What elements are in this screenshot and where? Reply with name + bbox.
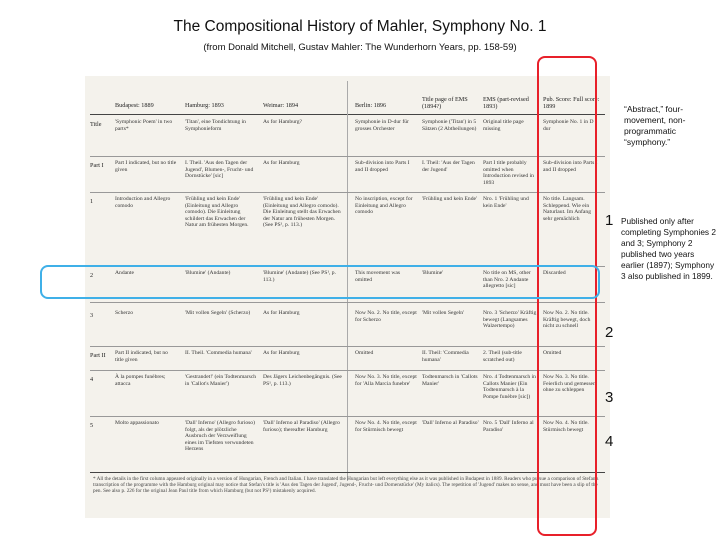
col-header-ems: EMS (part-revised 1893) — [483, 96, 529, 110]
table-cell: I. Theil. 'Aus den Tagen der Jugend', Blumen-, Frucht- und Dornstücke' [sic] — [185, 160, 254, 180]
movement-number-4: 4 — [605, 433, 614, 450]
table-cell: 'Blumine' — [422, 270, 444, 276]
page-subtitle: (from Donald Mitchell, Gustav Mahler: The Wunderhorn Years, pp. 158-59) — [203, 42, 517, 53]
col-header-berlin: Berlin: 1896 — [355, 102, 387, 109]
row-label-movement-4: 4 — [90, 376, 94, 383]
row-label-part-ii: Part II — [90, 352, 106, 359]
row-rule — [90, 302, 605, 303]
table-cell: Part I title probably omitted when Introduction revised in 1893 — [483, 160, 534, 186]
table-cell: Introduction and Allegro comodo — [115, 196, 171, 209]
movement-number-2: 2 — [605, 324, 614, 341]
col-header-pub-score: Pub. Score: Full score: 1899 — [543, 96, 600, 110]
table-cell: Des Jägers Leichenbegängnis. (See PS¹, p. 113.) — [263, 374, 342, 387]
table-cell: As for Hamburg — [263, 310, 300, 316]
table-cell: I. Theil: 'Aus der Tagen der Jugend' — [422, 160, 475, 173]
movement-number-1: 1 — [605, 212, 614, 229]
table-cell: As for Hamburg — [263, 350, 300, 356]
table-cell: 'Mit vollen Segeln' — [422, 310, 465, 316]
table-cell: This movement was omitted — [355, 270, 401, 283]
table-cell: Symphonie in D-dur für grosses Orchester — [355, 119, 409, 132]
table-cell: No title. Langsam. Schleppend. Wie ein Naturlaut. Im Anfang sehr gemächlich — [543, 196, 591, 222]
table-cell: Nro. 3 'Scherzo' Kräftig bewegt (Langsames Walzertempo) — [483, 310, 537, 330]
table-cell: Now No. 2. No title, except for Scherzo — [355, 310, 417, 323]
table-cell: 'Mit vollen Segeln' (Scherzo) — [185, 310, 251, 316]
row-rule — [90, 156, 605, 157]
table-cell: 'Blumine' (Andante) — [185, 270, 231, 276]
page-title: The Compositional History of Mahler, Symphony No. 1 — [173, 18, 547, 35]
table-cell: Nro. 4 Todtenmarsch in Callots Manier (Ein Todtenmarsch à la Pompe funèbre [sic]) — [483, 374, 536, 400]
table-cell: As for Hamburg? — [263, 119, 303, 125]
row-rule — [90, 416, 605, 417]
col-header-budapest: Budapest: 1889 — [115, 102, 154, 109]
movement-number-3: 3 — [605, 389, 614, 406]
row-rule — [90, 192, 605, 193]
table-cell: Todtenmarsch in 'Callots Manier' — [422, 374, 478, 387]
table-footnote: * All the details in the first column appeared originally in a version of Hungarian, French and Italian. I have translated the Hungarian but left everything else as it was published in Budapest in 1889. Readers who pursue a comparison of Stefan's transcription of the programme with the Hamburg original may notice that Stefan's title is 'Aus den Tagen der Jugend', Jugend-, Frucht- und Dornenstücke' (My italics). The repetition of 'Jugend' makes no sense, and must have been a slip of the pen. See also p. 226 for the original Jean Paul title from which Hamburg (but not PS¹) mistakenly acquired. — [93, 476, 599, 495]
table-cell: Discarded — [543, 270, 566, 276]
table-cell: Now No. 3. No title, except for 'Alla Marcia funebre' — [355, 374, 417, 387]
col-header-title-page: Title page of EMS (1894?) — [422, 96, 468, 110]
andante-row-highlight — [40, 265, 600, 299]
table-cell: Now No. 4. No title, except for Stürmisch bewegt — [355, 420, 417, 433]
row-rule — [90, 346, 605, 347]
table-cell: Sub-division into Parts I and II dropped — [543, 160, 598, 173]
table-cell: Nro. 1 'Frühling und kein Ende' — [483, 196, 529, 209]
col-header-hamburg: Hamburg: 1893 — [185, 102, 224, 109]
table-cell: Symphonie No. 1 in D dur — [543, 119, 594, 132]
row-label-movement-1: 1 — [90, 198, 94, 205]
table-cell: 'Frühling und kein Ende' (Einleitung und Allegro comodo). Die Einleitung schildert das Erwachen der Natur am frühesten Morgen. — [185, 196, 249, 229]
row-label-part-i: Part I — [90, 162, 104, 169]
table-cell: Omitted — [543, 350, 562, 356]
table-cell: Nro. 5 'Dall' Inferno al Paradiso' — [483, 420, 534, 433]
table-cell: Symphonie ('Titan') in 5 Sätzen (2 Abtheilungen) — [422, 119, 477, 132]
table-cell: 'Blumine' (Andante) (See PS¹, p. 113.) — [263, 270, 336, 283]
row-rule — [90, 370, 605, 371]
row-label-movement-5: 5 — [90, 422, 94, 429]
table-cell: 'Frühling und kein Ende' — [422, 196, 477, 202]
table-cell: 'Dall' Inferno al Paradiso' — [422, 420, 479, 426]
table-cell: No title on MS, other than Nro. 2 Andante allegretto [sic] — [483, 270, 531, 290]
table-cell: 'Dall' Inferno' (Allegro furioso) folgt, als der plötzliche Ausbruch der Verzweiflung eines im Tiefsten verwundeten Herzens — [185, 420, 255, 453]
table-cell: Now No. 3. No title. Feierlich und gemessen, ohne zu schleppen — [543, 374, 598, 394]
table-bottom-rule — [90, 472, 605, 473]
row-label-movement-3: 3 — [90, 312, 94, 319]
table-cell: Andante — [115, 270, 134, 276]
table-cell: Original title page missing — [483, 119, 524, 132]
table-cell: À la pompes funèbres; attacca — [115, 374, 166, 387]
table-cell: 'Titan', eine Tondichtung in Symphonieform — [185, 119, 246, 132]
table-cell: Now No. 4. No title. Stürmisch bewegt — [543, 420, 589, 433]
table-cell: 'Symphonic Poem' in two parts* — [115, 119, 173, 132]
table-cell: Molto appassionato — [115, 420, 159, 426]
table-cell: Omitted — [355, 350, 374, 356]
table-cell: Part II indicated, but no title given — [115, 350, 168, 363]
table-cell: Sub-division into Parts I and II dropped — [355, 160, 410, 173]
table-cell: Scherzo — [115, 310, 134, 316]
row-label-movement-2: 2 — [90, 272, 94, 279]
col-header-weimar: Weimar: 1894 — [263, 102, 299, 109]
table-cell: 'Gestrandet!' (ein Todtenmarsch in 'Callot's Manier') — [185, 374, 257, 387]
table-cell: 'Dall' Inferno al Paradiso' (Allegro furioso); thereafter Hamburg — [263, 420, 340, 433]
table-cell: As for Hamburg — [263, 160, 300, 166]
table-cell: II. Theil. 'Commedia humana' — [185, 350, 252, 356]
table-cell: No inscription, except for Einleitung and Allegro comodo — [355, 196, 413, 216]
table-cell: II. Theil: 'Commedia humana' — [422, 350, 469, 363]
table-cell: Part I indicated, but no title given — [115, 160, 177, 173]
table-cell: 'Frühling und kein Ende' (Einleitung und Allegro comodo). Die Einleitung stellt das Erwachen der Natur am frühesten Morgen. (See PS¹, p. 113.) — [263, 196, 341, 229]
table-cell: Now No. 2. No title. Kräftig bewegt, doch nicht zu schnell — [543, 310, 591, 330]
abstract-annotation: “Abstract,” four-movement, non-programmatic “symphony.” — [624, 104, 686, 147]
published-annotation: Published only after completing Symphonies 2 and 3; Symphony 2 published two years earlier (1897); Symphony 3 also published in 1899. — [621, 216, 717, 281]
row-label-title: Title — [90, 121, 102, 128]
table-cell: 2. Theil (sub-title scratched out) — [483, 350, 522, 363]
